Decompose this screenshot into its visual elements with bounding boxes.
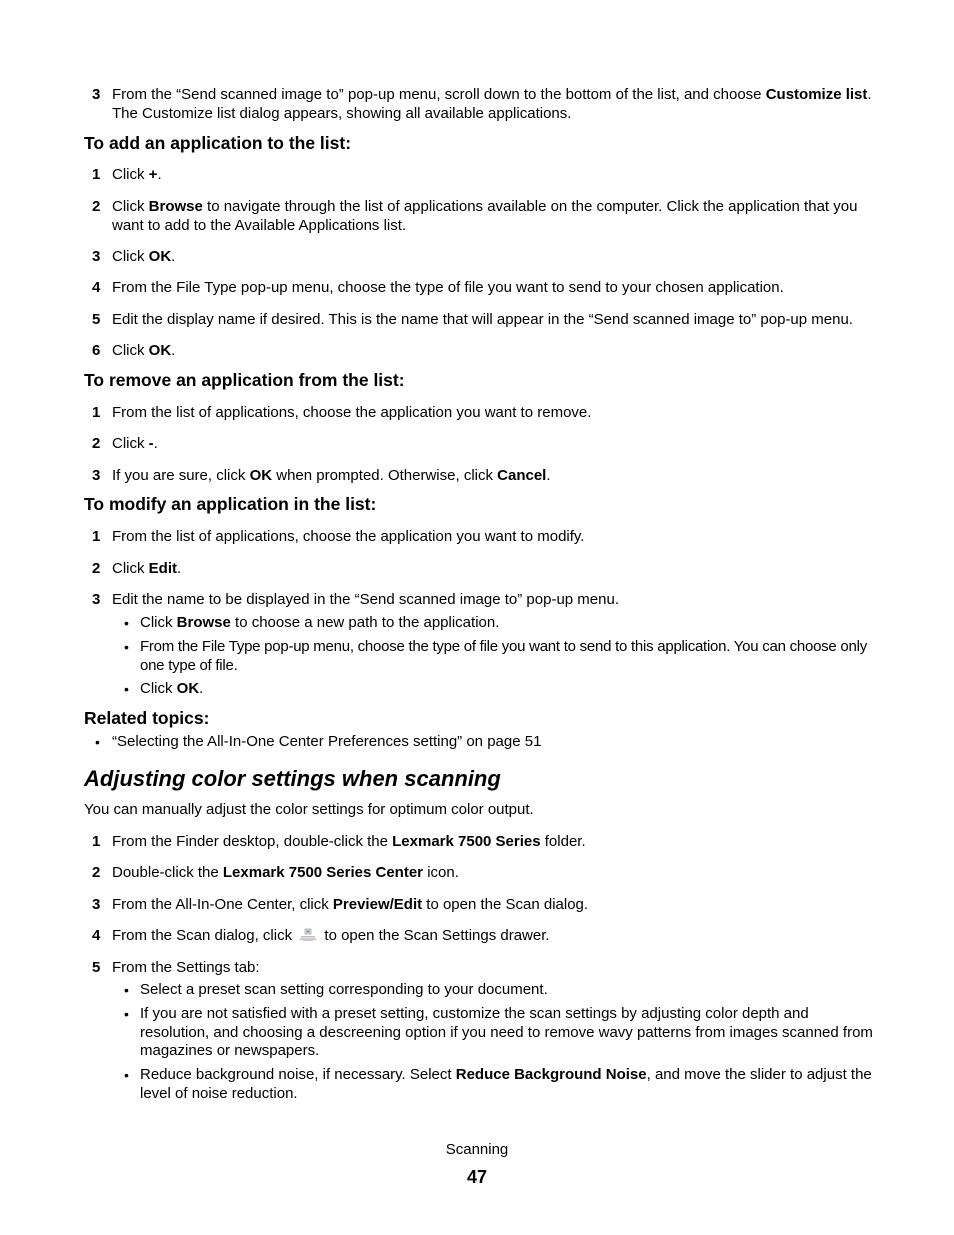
scan-settings-icon[interactable] <box>299 928 317 942</box>
step-text: From the Settings tab: <box>112 959 260 976</box>
step-number: 3 <box>92 591 101 608</box>
step-text: Edit the display name if desired. This is the name that will appear in the “Send scanned image to” pop-up menu. <box>112 311 853 328</box>
bullet: • <box>124 1006 129 1022</box>
bullet-text: If you are not satisfied with a preset setting, customize the scan settings by adjusting color depth and resolution, and choosing a descreening option if you need to remove wavy patterns from images scanned from magazines or newspapers. <box>140 1005 873 1059</box>
step-number: 1 <box>92 166 101 183</box>
step-text: From the list of applications, choose the application you want to remove. <box>112 404 592 421</box>
step-number: 2 <box>92 864 101 881</box>
section-heading: To remove an application from the list: <box>84 370 405 390</box>
section-heading: To modify an application in the list: <box>84 494 377 514</box>
step-text: Edit the name to be displayed in the “Send scanned image to” pop-up menu. <box>112 591 619 608</box>
intro-paragraph: You can manually adjust the color settings for optimum color output. <box>84 801 534 818</box>
step-text: Click -. <box>112 435 158 452</box>
step-text: From the “Send scanned image to” pop-up menu, scroll down to the bottom of the list, and choose Customize list. The Customize list dialog appears, showing all available applications. <box>112 86 872 122</box>
step-text: From the list of applications, choose the application you want to modify. <box>112 528 585 545</box>
step-number: 4 <box>92 279 101 296</box>
related-heading: Related topics: <box>84 708 210 728</box>
step-text: Click +. <box>112 166 162 183</box>
step-number: 3 <box>92 86 101 103</box>
step-text: Click OK. <box>112 342 176 359</box>
bullet-text: Click OK. <box>140 680 204 697</box>
step-text: Click OK. <box>112 248 176 265</box>
bullet-text: Select a preset scan setting corresponding to your document. <box>140 981 548 998</box>
step-number: 4 <box>92 927 101 944</box>
step-number: 3 <box>92 248 101 265</box>
bullet-text: Reduce background noise, if necessary. Select Reduce Background Noise, and move the slider to adjust the level of noise reduction. <box>140 1066 872 1102</box>
bullet: • <box>124 615 129 631</box>
bullet-text: From the File Type pop-up menu, choose the type of file you want to send to this application. You can choose only one type of file. <box>140 638 867 674</box>
bullet-text: Click Browse to choose a new path to the application. <box>140 614 500 631</box>
step-number: 2 <box>92 435 101 452</box>
step-text: Double-click the Lexmark 7500 Series Center icon. <box>112 864 459 881</box>
step-number: 1 <box>92 528 101 545</box>
step-text: Click Browse to navigate through the list of applications available on the computer. Click the application that you want to add to the Available Applications list. <box>112 198 858 234</box>
section-heading: To add an application to the list: <box>84 133 352 153</box>
bullet: • <box>124 639 129 655</box>
step-number: 5 <box>92 311 101 328</box>
step-number: 3 <box>92 896 101 913</box>
step-text: Click Edit. <box>112 560 182 577</box>
section-title: Adjusting color settings when scanning <box>84 766 501 791</box>
step-number: 2 <box>92 560 101 577</box>
bullet: • <box>95 734 100 750</box>
step-number: 1 <box>92 833 101 850</box>
step-text: From the File Type pop-up menu, choose the type of file you want to send to your chosen application. <box>112 279 784 296</box>
step-number: 3 <box>92 467 101 484</box>
footer-section: Scanning <box>445 1141 509 1158</box>
step-text: From the Finder desktop, double-click the Lexmark 7500 Series folder. <box>112 833 586 850</box>
related-link[interactable]: “Selecting the All-In-One Center Preferences setting” on page 51 <box>112 733 542 750</box>
step-number: 5 <box>92 959 101 976</box>
step-number: 1 <box>92 404 101 421</box>
step-text: If you are sure, click OK when prompted. Otherwise, click Cancel. <box>112 467 551 484</box>
bullet: • <box>124 681 129 697</box>
step-text: From the All-In-One Center, click Preview/Edit to open the Scan dialog. <box>112 896 589 913</box>
step-text: From the Scan dialog, click to open the Scan Settings drawer. <box>112 927 550 944</box>
step-number: 2 <box>92 198 101 215</box>
bullet: • <box>124 1067 129 1083</box>
page-number: 47 <box>466 1167 488 1187</box>
bullet: • <box>124 982 129 998</box>
step-number: 6 <box>92 342 101 359</box>
